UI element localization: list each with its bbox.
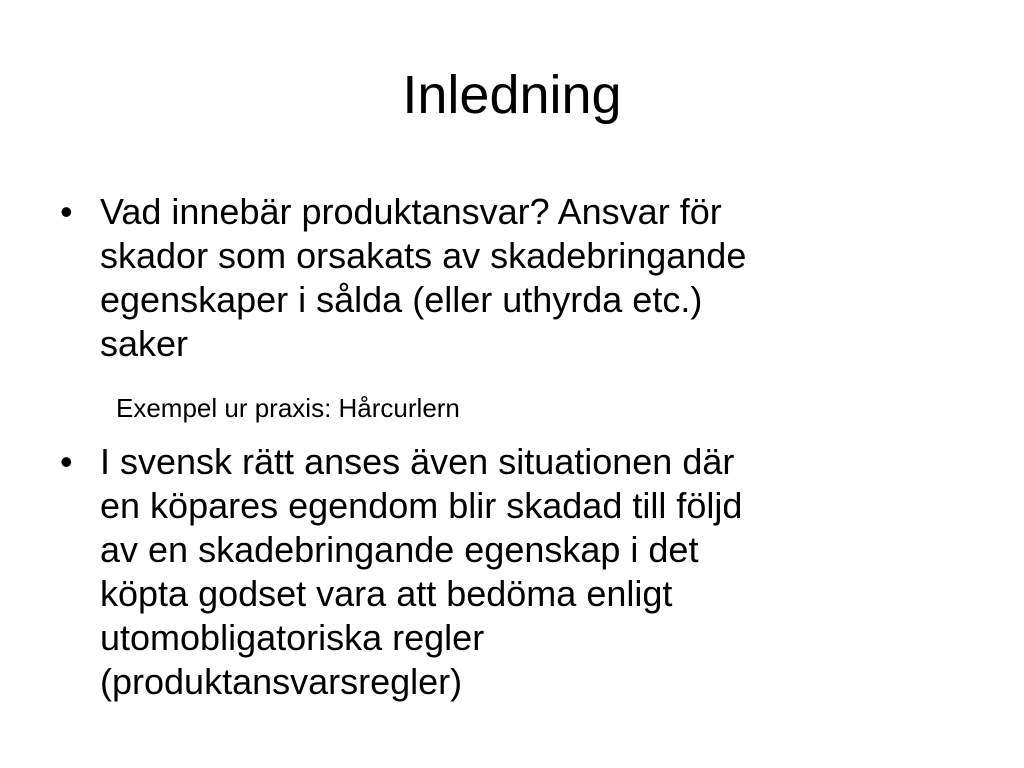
- bullet-line: saker: [100, 323, 189, 364]
- slide-title: Inledning: [402, 65, 622, 125]
- bullet-icon: •: [60, 441, 73, 482]
- bullet-1: [60, 190, 960, 366]
- bullet-line: (produktansvarsregler): [100, 661, 463, 702]
- bullet-line: I svensk rätt anses även situationen där: [100, 441, 735, 482]
- bullet-2: [60, 440, 960, 704]
- bullet-icon: •: [60, 191, 73, 232]
- sub-item: Exempel ur praxis: Hårcurlern: [116, 393, 460, 423]
- bullet-line: egenskaper i sålda (eller uthyrda etc.): [100, 279, 703, 320]
- bullet-line: en köpares egendom blir skadad till följd: [100, 485, 743, 526]
- bullet-line: köpta godset vara att bedöma enligt: [100, 573, 673, 614]
- bullet-line: skador som orsakats av skadebringande: [100, 235, 747, 276]
- bullet-line: utomobligatoriska regler: [100, 617, 485, 658]
- bullet-line: av en skadebringande egenskap i det: [100, 529, 699, 570]
- bullet-line: Vad innebär produktansvar? Ansvar för: [100, 191, 722, 232]
